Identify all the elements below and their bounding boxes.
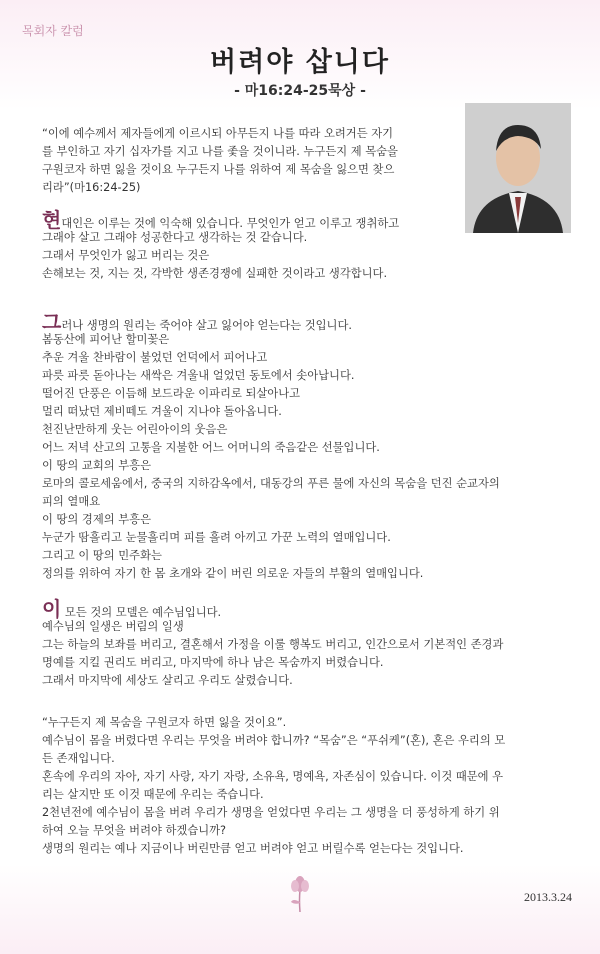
first-line-text: 대인은 이루는 것에 익숙해 있습니다. 무엇인가 얻고 이루고 쟁취하고 [61,217,400,230]
paragraph-line: 천진난만하게 웃는 어린아이의 웃음은 [42,423,228,436]
paragraph-line: 생명의 원리는 예나 지금이나 버린만큼 얻고 버려야 얻고 버릴수록 얻는다는 것입니다. [42,842,464,855]
paragraph-line: 누군가 땀흘리고 눈물흘리며 피를 흘려 아끼고 가꾼 노력의 열매입니다. [42,531,391,544]
first-line-text: 모든 것의 모델은 예수님입니다. [61,606,222,619]
paragraph-4 [42,714,572,858]
paragraph-line: 정의를 위하여 자기 한 몸 초개와 같이 버린 의로운 자들의 부활의 열매입니다. [42,567,424,580]
paragraph-line: 그는 하늘의 보좌를 버리고, 결혼해서 가정을 이룰 행복도 버리고, 인간으로서 기본적인 존경과 [42,638,504,651]
page-title: 버려야 삽니다 [210,47,390,78]
paragraph-line: 그래야 살고 그래야 성공한다고 생각하는 것 같습니다. [42,231,308,244]
paragraph-line: 하여 오늘 무엇을 버려야 하겠습니까? [42,824,227,837]
paragraph-line: 이 땅의 경제의 부흥은 [42,513,151,526]
paragraph-line: 멀리 떠났던 제비떼도 겨울이 지나야 돌아옵니다. [42,405,282,418]
paragraph-3 [42,597,572,690]
intro-line: 리라”(마16:24-25) [42,181,141,194]
first-line-text: 러나 생명의 원리는 죽어야 살고 잃어야 얻는다는 것입니다. [61,319,352,332]
paragraph-line: 그래서 무엇인가 잃고 버리는 것은 [42,249,210,262]
column-date: 2013.3.24 [524,890,572,904]
paragraph-line: 피의 열매요 [42,495,101,508]
paragraph-line: 떨어진 단풍은 이듬해 보드라운 이파리로 되살아나고 [42,387,301,400]
intro-line: 를 부인하고 자기 십자가를 지고 나를 좇을 것이니라. 누구든지 제 목숨을 [42,145,398,158]
paragraph-line: 리는 살지만 또 이것 때문에 우리는 죽습니다. [42,788,264,801]
paragraph-line: 이 땅의 교회의 부흥은 [42,459,151,472]
paragraph-line: 예수님이 몸을 버렸다면 우리는 무엇을 버려야 합니까? “목숨”은 “푸쉬케”(혼), 혼은 우리의 모 [42,734,506,747]
drop-cap: 그 [42,310,62,334]
paragraph-line: 혼속에 우리의 자아, 자기 사랑, 자기 자랑, 소유욕, 명예욕, 자존심이 있습니다. 이것 때문에 우 [42,770,504,783]
paragraph-line: 파릇 파릇 돋아나는 새싹은 겨울내 얼었던 동토에서 솟아납니다. [42,369,355,382]
intro-line: “이에 예수께서 제자들에게 이르시되 아무든지 나를 따라 오려거든 자기 [42,127,394,140]
flower-icon [285,872,315,912]
paragraph-line: 봄동산에 피어난 할미꽃은 [42,333,170,346]
paragraph-1 [42,208,572,283]
paragraph-line: 명예를 지킬 권리도 버리고, 마지막에 하나 남은 목숨까지 버렸습니다. [42,656,384,669]
paragraph-first-line [42,597,572,621]
page-subtitle: - 마16:24-25묵상 - [234,83,366,99]
paragraph-line: 든 존재입니다. [42,752,115,765]
paragraph-line: 그리고 이 땅의 민주화는 [42,549,162,562]
intro-line: 구원코자 하면 잃을 것이요 누구든지 나를 위하여 제 목숨을 잃으면 찾으 [42,163,395,176]
paragraph-2 [42,310,572,583]
paragraph-line: 추운 겨울 찬바람이 불었던 언덕에서 피어나고 [42,351,268,364]
paragraph-first-line [42,208,572,232]
paragraph-first-line [42,310,572,334]
paragraph-line: 그래서 마지막에 세상도 살리고 우리도 살렸습니다. [42,674,293,687]
drop-cap: 현 [42,208,62,232]
paragraph-line: “누구든지 제 목숨을 구원코자 하면 잃을 것이요”. [42,716,287,729]
paragraph-line: 2천년전에 예수님이 몸을 버려 우리가 생명을 얻었다면 우리는 그 생명을 더 풍성하게 하기 위 [42,806,500,819]
paragraph-line: 예수님의 일생은 버림의 일생 [42,620,184,633]
intro-quote [42,125,462,197]
paragraph-line: 어느 저녁 산고의 고통을 지불한 어느 어머니의 죽음같은 선물입니다. [42,441,380,454]
column-category: 목회자 칼럼 [22,24,84,38]
drop-cap: 이 [42,597,62,621]
paragraph-line: 로마의 콜로세움에서, 중국의 지하감옥에서, 대동강의 푸른 물에 자신의 목숨을 던진 순교자의 [42,477,500,490]
paragraph-line: 손해보는 것, 지는 것, 각박한 생존경쟁에 실패한 것이라고 생각합니다. [42,267,388,280]
